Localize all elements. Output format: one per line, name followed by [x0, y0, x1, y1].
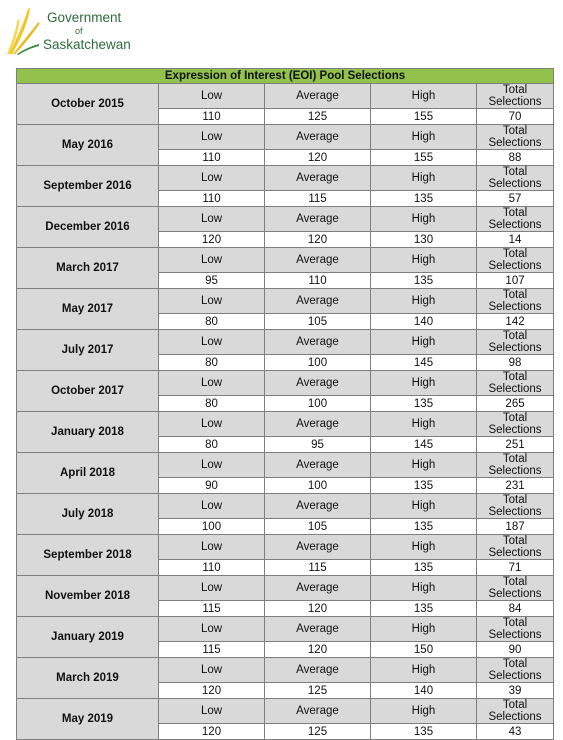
average-score-value: 120 — [265, 232, 371, 248]
average-header: Average — [265, 371, 371, 396]
total-selections-value: 84 — [477, 601, 554, 617]
selection-date: December 2016 — [17, 207, 159, 248]
low-score-value: 120 — [159, 232, 265, 248]
total-selections-value: 142 — [477, 314, 554, 330]
total-selections-header: Total Selections — [477, 453, 554, 478]
high-score-value: 145 — [371, 355, 477, 371]
low-header: Low — [159, 453, 265, 478]
government-of-saskatchewan-logo — [5, 4, 145, 60]
low-header: Low — [159, 535, 265, 560]
average-score-value: 100 — [265, 396, 371, 412]
high-header: High — [371, 289, 477, 314]
total-selections-value: 90 — [477, 642, 554, 658]
average-header: Average — [265, 125, 371, 150]
high-header: High — [371, 166, 477, 191]
logo-text-government: Government — [47, 10, 122, 25]
total-selections-header: Total Selections — [477, 699, 554, 724]
average-header: Average — [265, 289, 371, 314]
selection-date: July 2018 — [17, 494, 159, 535]
average-header: Average — [265, 166, 371, 191]
low-header: Low — [159, 617, 265, 642]
low-header: Low — [159, 658, 265, 683]
average-header: Average — [265, 248, 371, 273]
selection-date: May 2017 — [17, 289, 159, 330]
average-header: Average — [265, 330, 371, 355]
total-selections-header: Total Selections — [477, 166, 554, 191]
table-row — [17, 125, 554, 150]
selection-date: September 2018 — [17, 535, 159, 576]
low-score-value: 80 — [159, 355, 265, 371]
total-selections-value: 39 — [477, 683, 554, 699]
total-selections-header: Total Selections — [477, 330, 554, 355]
table-row — [17, 330, 554, 355]
selection-date: March 2019 — [17, 658, 159, 699]
low-header: Low — [159, 494, 265, 519]
total-selections-header: Total Selections — [477, 84, 554, 109]
total-selections-header: Total Selections — [477, 207, 554, 232]
total-selections-value: 57 — [477, 191, 554, 207]
low-header: Low — [159, 330, 265, 355]
selection-date: July 2017 — [17, 330, 159, 371]
selection-date: May 2016 — [17, 125, 159, 166]
high-header: High — [371, 248, 477, 273]
average-score-value: 125 — [265, 683, 371, 699]
low-score-value: 90 — [159, 478, 265, 494]
high-header: High — [371, 453, 477, 478]
total-selections-header: Total Selections — [477, 658, 554, 683]
low-score-value: 110 — [159, 150, 265, 166]
low-header: Low — [159, 84, 265, 109]
average-header: Average — [265, 699, 371, 724]
average-score-value: 105 — [265, 519, 371, 535]
average-score-value: 125 — [265, 724, 371, 740]
average-score-value: 120 — [265, 601, 371, 617]
low-score-value: 100 — [159, 519, 265, 535]
total-selections-header: Total Selections — [477, 576, 554, 601]
table-row — [17, 207, 554, 232]
high-score-value: 135 — [371, 519, 477, 535]
table-row — [17, 453, 554, 478]
total-selections-header: Total Selections — [477, 617, 554, 642]
table-caption: Expression of Interest (EOI) Pool Selections — [17, 69, 554, 84]
low-score-value: 120 — [159, 683, 265, 699]
logo-text-saskatchewan: Saskatchewan — [43, 37, 131, 52]
high-header: High — [371, 617, 477, 642]
high-score-value: 135 — [371, 478, 477, 494]
average-score-value: 115 — [265, 191, 371, 207]
table-row — [17, 248, 554, 273]
high-score-value: 135 — [371, 396, 477, 412]
selection-date: January 2019 — [17, 617, 159, 658]
table-row — [17, 576, 554, 601]
low-header: Low — [159, 125, 265, 150]
average-header: Average — [265, 453, 371, 478]
high-score-value: 140 — [371, 683, 477, 699]
high-score-value: 135 — [371, 191, 477, 207]
low-score-value: 115 — [159, 601, 265, 617]
total-selections-header: Total Selections — [477, 248, 554, 273]
high-header: High — [371, 535, 477, 560]
average-header: Average — [265, 412, 371, 437]
average-score-value: 100 — [265, 478, 371, 494]
table-row — [17, 699, 554, 724]
selection-date: March 2017 — [17, 248, 159, 289]
low-header: Low — [159, 289, 265, 314]
table-row — [17, 371, 554, 396]
high-score-value: 135 — [371, 601, 477, 617]
total-selections-value: 251 — [477, 437, 554, 453]
low-score-value: 120 — [159, 724, 265, 740]
logo-text-of: of — [75, 26, 83, 36]
average-header: Average — [265, 658, 371, 683]
total-selections-header: Total Selections — [477, 125, 554, 150]
total-selections-header: Total Selections — [477, 494, 554, 519]
total-selections-value: 70 — [477, 109, 554, 125]
low-header: Low — [159, 699, 265, 724]
high-header: High — [371, 84, 477, 109]
total-selections-value: 71 — [477, 560, 554, 576]
low-score-value: 80 — [159, 314, 265, 330]
selection-date: April 2018 — [17, 453, 159, 494]
total-selections-value: 43 — [477, 724, 554, 740]
selection-date: September 2016 — [17, 166, 159, 207]
table-row — [17, 166, 554, 191]
high-score-value: 140 — [371, 314, 477, 330]
high-score-value: 155 — [371, 150, 477, 166]
average-score-value: 100 — [265, 355, 371, 371]
selection-date: January 2018 — [17, 412, 159, 453]
low-header: Low — [159, 371, 265, 396]
total-selections-header: Total Selections — [477, 289, 554, 314]
average-header: Average — [265, 617, 371, 642]
average-header: Average — [265, 207, 371, 232]
high-header: High — [371, 125, 477, 150]
total-selections-value: 265 — [477, 396, 554, 412]
average-header: Average — [265, 494, 371, 519]
low-score-value: 95 — [159, 273, 265, 289]
low-header: Low — [159, 166, 265, 191]
selection-date: October 2015 — [17, 84, 159, 125]
table-row — [17, 289, 554, 314]
high-score-value: 135 — [371, 560, 477, 576]
low-header: Low — [159, 207, 265, 232]
average-score-value: 125 — [265, 109, 371, 125]
total-selections-value: 107 — [477, 273, 554, 289]
high-header: High — [371, 494, 477, 519]
high-header: High — [371, 699, 477, 724]
total-selections-value: 88 — [477, 150, 554, 166]
low-header: Low — [159, 576, 265, 601]
average-score-value: 110 — [265, 273, 371, 289]
low-score-value: 110 — [159, 109, 265, 125]
table-row — [17, 84, 554, 109]
high-score-value: 135 — [371, 724, 477, 740]
average-header: Average — [265, 84, 371, 109]
table-row — [17, 535, 554, 560]
total-selections-header: Total Selections — [477, 371, 554, 396]
eoi-selections-table — [16, 68, 554, 740]
low-score-value: 80 — [159, 396, 265, 412]
high-score-value: 150 — [371, 642, 477, 658]
high-score-value: 130 — [371, 232, 477, 248]
low-score-value: 110 — [159, 191, 265, 207]
table-body — [17, 84, 554, 740]
total-selections-header: Total Selections — [477, 535, 554, 560]
average-score-value: 120 — [265, 642, 371, 658]
selection-date: November 2018 — [17, 576, 159, 617]
selection-date: May 2019 — [17, 699, 159, 740]
high-header: High — [371, 371, 477, 396]
table-row — [17, 412, 554, 437]
average-header: Average — [265, 576, 371, 601]
total-selections-header: Total Selections — [477, 412, 554, 437]
low-score-value: 110 — [159, 560, 265, 576]
average-score-value: 95 — [265, 437, 371, 453]
high-header: High — [371, 412, 477, 437]
average-header: Average — [265, 535, 371, 560]
selection-date: October 2017 — [17, 371, 159, 412]
table-row — [17, 617, 554, 642]
high-header: High — [371, 207, 477, 232]
average-score-value: 105 — [265, 314, 371, 330]
high-score-value: 155 — [371, 109, 477, 125]
low-header: Low — [159, 248, 265, 273]
table-row — [17, 658, 554, 683]
low-score-value: 80 — [159, 437, 265, 453]
high-header: High — [371, 330, 477, 355]
low-score-value: 115 — [159, 642, 265, 658]
total-selections-value: 14 — [477, 232, 554, 248]
total-selections-value: 231 — [477, 478, 554, 494]
total-selections-value: 98 — [477, 355, 554, 371]
high-header: High — [371, 576, 477, 601]
average-score-value: 115 — [265, 560, 371, 576]
table-row — [17, 494, 554, 519]
high-score-value: 135 — [371, 273, 477, 289]
total-selections-value: 187 — [477, 519, 554, 535]
high-score-value: 145 — [371, 437, 477, 453]
high-header: High — [371, 658, 477, 683]
low-header: Low — [159, 412, 265, 437]
average-score-value: 120 — [265, 150, 371, 166]
